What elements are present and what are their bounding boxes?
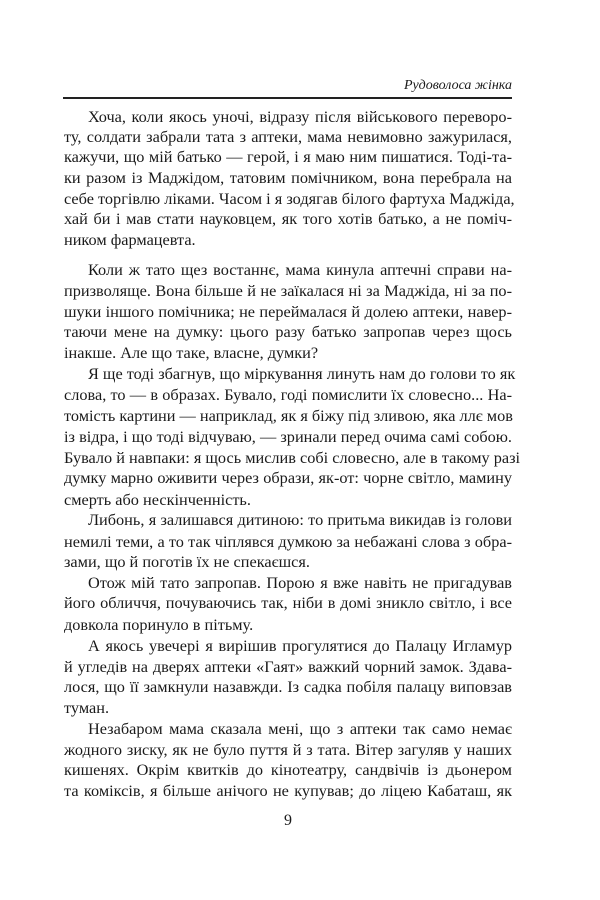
text-line: кажучи, що мій батько — герой, і я маю ним пишатися. Тоді-та-	[64, 147, 512, 166]
text-line: кишенях. Окрім квитків до кінотеатру, сандвічів із дьонером	[64, 760, 512, 779]
text-line: лося, що її замкнули назавжди. Із садка побіля палацу виповзав	[64, 677, 512, 696]
text-line: ту, солдати забрали тата з аптеки, мама невимовно зажурилася,	[64, 127, 512, 146]
text-line: Хоча, коли якось уночі, відразу після військового переворо-	[88, 107, 512, 126]
header-rule	[63, 97, 512, 99]
text-line: Я ще тоді збагнув, що міркування линуть нам до голови то як	[88, 364, 516, 383]
text-line: слова, то — в образах. Бувало, годі помислити їх словесно... На-	[64, 385, 512, 404]
text-line: Коли ж тато щез востаннє, мама кинула аптечні справи на-	[88, 260, 512, 279]
text-line: призволяще. Вона більше й не заїкалася ні за Маджіда, ні за по-	[64, 281, 512, 300]
text-line: таючи мене на думку: цього разу батько запропав через щось	[64, 322, 512, 341]
text-line: інакше. Але що таке, власне, думки?	[64, 343, 319, 362]
running-header: Рудоволоса жінка	[403, 78, 512, 93]
text-line: Либонь, я залишався дитиною: то притьма викидав із голови	[88, 510, 512, 529]
text-line: його обличчя, почуваючись так, ніби в домі зникло світло, і все	[64, 593, 512, 612]
text-line: хай би і мав стати науковцем, як того хотів батько, а не поміч-	[64, 209, 512, 228]
text-line: й угледів на дверях аптеки «Гаят» важкий чорний замок. Здава-	[64, 657, 512, 676]
text-line: Отож мій тато запропав. Порою я вже навіть не пригадував	[88, 573, 512, 592]
text-line: жодного зиску, як не було пуття й з тата. Вітер загуляв у наших	[64, 740, 512, 759]
text-line: думку марно оживити через образи, як-от: чорне світло, мамину	[64, 468, 512, 487]
page-number: 9	[284, 812, 292, 829]
text-line: А якось увечері я вирішив прогулятися до Палацу Игламур	[88, 636, 512, 655]
text-line: шуки іншого помічника; не переймалася й долею аптеки, навер-	[64, 302, 512, 321]
text-line: туман.	[64, 698, 110, 717]
text-line: немилі теми, а то так чіплявся думкою за небажані слова з обра-	[64, 532, 512, 551]
text-line: Бувало й навпаки: я щось мислив собі словесно, але в такому разі	[64, 448, 521, 467]
text-line: довкола поринуло в пітьму.	[64, 615, 254, 634]
text-line: Незабаром мама сказала мені, що з аптеки так само немає	[88, 719, 512, 738]
text-line: ником фармацевта.	[64, 230, 196, 249]
text-line: смерть або нескінченність.	[64, 490, 251, 509]
text-line: ки разом із Маджідом, татовим помічником, вона перебрала на	[64, 168, 512, 187]
text-line: та коміксів, я більше анічого не купував; до ліцею Кабаташ, як	[64, 781, 512, 800]
text-line: себе торгівлю ліками. Часом і я зодягав білого фартуха Маджіда,	[64, 189, 515, 208]
text-line: із відра, і що тоді відчуваю, — зринали перед очима самі собою.	[64, 427, 512, 446]
text-line: зами, що й поготів їх не спекаєшся.	[64, 552, 310, 571]
text-line: томість картини — наприклад, як я біжу під зливою, яка ллє мов	[64, 406, 513, 425]
